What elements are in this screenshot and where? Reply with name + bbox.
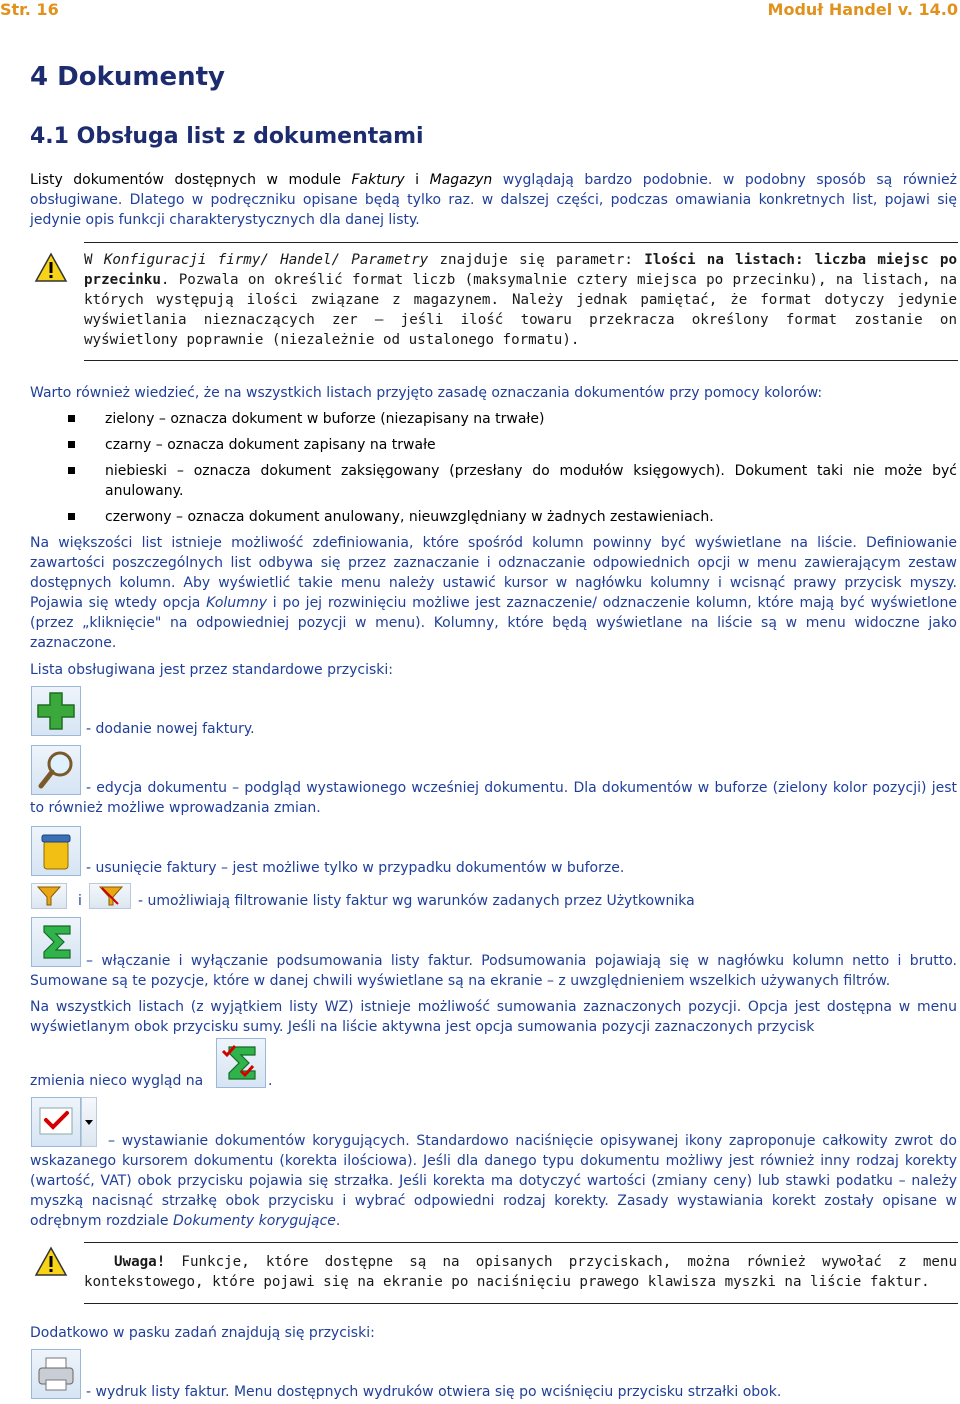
colors-intro: Warto również wiedzieć, że na wszystkich listach przyjęto zasadę oznaczania dokumentów przy pomocy kolorów: (30, 385, 823, 401)
correction-chapter-ref[interactable]: Dokumenty korygujące (172, 1213, 336, 1229)
printer-icon (32, 1350, 80, 1398)
print-button[interactable] (31, 1349, 81, 1399)
chapter-heading: 4 Dokumenty (30, 62, 225, 92)
warning-icon (34, 1246, 68, 1278)
sum-selected-text: zmienia nieco wygląd na (30, 1073, 204, 1089)
edit-description: - edycja dokumentu – podgląd wystawionego wcześniej dokumentu. Dla dokumentów w buforze (zielony kolor pozycji) jest to również możliwe wprowadzania zmian. (30, 780, 957, 816)
note2-body: Funkcje, które dostępne są na opisanych przyciskach, można również wywołać z menu kontekstowego, które pojawi się na ekranie po naciśnięciu prawego klawisza myszki na liście faktur. (84, 1254, 957, 1290)
columns-text: Na większości list istnieje możliwość zdefiniowania, które spośród kolumn powinny być wyświetlane na liście. Definiowanie zawartości poszczególnych list odbywa się przez zaznaczanie i odznaczanie odpowiednich opcji w menu zawierającym zestaw dostępnych kolumn. Aby wyświetlić takie menu należy ustawić kursor w nagłówku kolumny i wcisnąć prawy przycisk myszy. Pojawia się wtedy opcja (30, 535, 957, 611)
note2-top-rule (84, 1242, 958, 1243)
note2-bottom-rule (84, 1303, 958, 1304)
intro-paragraph (30, 170, 957, 230)
sigma-selected-icon (217, 1039, 265, 1087)
note1-rest: . Pozwala on określić format liczb (maksymalnie cztery miejsca po przecinku), na listach, na których występują ilości związane z magazynem. Należy jednak pamiętać, że format dotyczy jedynie wyświetlania nieznaczących zer – jeśli ilość towaru przekracza określony format zostanie on wyświetlony poprawnie (niezależnie od ustalonego formatu). (84, 272, 957, 348)
columns-rest: i po jej rozwinięciu możliwe jest zaznaczenie/ odznaczenie kolumn, które mają być wyświetlone (przez „kliknięcie" na odpowiedniej pozycji w menu). Kolumny, które będą wyświetlane na liście są w menu widoczne jako zaznaczone. (30, 595, 957, 651)
intro-text: Listy dokumentów dostępnych w module (30, 172, 352, 188)
note1-param: Ilości na listach: liczba miejsc po przecinku (84, 252, 957, 288)
filter-conjunction: i (78, 893, 82, 909)
delete-description: - usunięcie faktury – jest możliwe tylko w przypadku dokumentów w buforze. (86, 860, 625, 876)
module-version: Moduł Handel v. 14.0 (767, 0, 958, 19)
note1-top-rule (84, 242, 958, 243)
note1-text (84, 250, 957, 350)
list-item: niebieski – oznacza dokument zaksięgowany (przesłany do modułów księgowych). Dokument taki nie może być anulowany. (30, 461, 957, 501)
trash-icon (32, 827, 80, 875)
list-item: czerwony – oznacza dokument anulowany, nieuwzględniany w żadnych zestawieniach. (30, 507, 957, 527)
filter-icon (32, 884, 66, 908)
add-description: - dodanie nowej faktury. (86, 721, 255, 737)
note1-mid: znajduje się parametr: (428, 252, 645, 268)
columns-kolumny: Kolumny (206, 595, 267, 611)
taskbar-intro: Dodatkowo w pasku zadań znajdują się przyciski: (30, 1325, 375, 1341)
intro-and: i (404, 172, 430, 188)
sum-description: – włączanie i wyłączanie podsumowania listy faktur. Podsumowania pojawiają się w nagłówku kolumn netto i brutto. Sumowane są te pozycje, które w danej chwili wyświetlane są na ekranie – z uwzględnieniem wszelkich używanych filtrów. (30, 953, 957, 989)
filter-description: - umożliwiają filtrowanie listy faktur wg warunków zadanych przez Użytkownika (138, 893, 695, 909)
sum-selected-period: . (268, 1073, 273, 1089)
page-number: Str. 16 (0, 0, 59, 19)
sum-selected-paragraph: Na wszystkich listach (z wyjątkiem listy WZ) istnieje możliwość sumowania zaznaczonych pozycji. Opcja jest dostępna w menu wyświetlanym obok przycisku sumy. Jeśli na liście aktywna jest opcja sumowania pozycji zaznaczonych przycisk (30, 999, 957, 1035)
warning-icon (34, 252, 68, 284)
buttons-intro: Lista obsługiwana jest przez standardowe przyciski: (30, 662, 393, 678)
filter-clear-button[interactable] (89, 883, 131, 909)
add-button[interactable] (31, 686, 81, 736)
note1-pre: W (84, 252, 104, 268)
correction-description (30, 1131, 957, 1231)
intro-rest: wyglądają bardzo podobnie. w podobny sposób są również obsługiwane. Dlatego w podręczniku opisane będą tylko raz. w dalszej części, podczas omawiania konkretnych list, pojawi się jedynie opis funkcji charakterystycznych dla danej listy. (30, 172, 957, 228)
plus-icon (32, 687, 80, 735)
intro-magazyn: Magazyn (429, 172, 493, 188)
intro-faktury: Faktury (351, 172, 405, 188)
filter-button[interactable] (31, 883, 67, 909)
sum-selected-button[interactable] (216, 1038, 266, 1088)
delete-button[interactable] (31, 826, 81, 876)
filter-clear-icon (90, 884, 130, 908)
correction-text: – wystawianie dokumentów korygujących. Standardowo naciśnięcie opisywanej ikony zaproponuje całkowity zwrot do wskazanego kursorem dokumentu (korekta ilościowa). Jeśli dla danego typu dokumentu możliwy jest również inny rodzaj korekty (wartość, VAT) obok przycisku pojawia się strzałka. Jeśli korekta ma dotyczyć wartości (zmiany ceny) lub stawki podatku – należy myszką nacisnąć strzałkę obok przycisku i wybrać odpowiedni rodzaj korekty. Zasady wystawiania korekt zostały opisane w odrębnym rozdziale (30, 1133, 957, 1229)
list-item: zielony – oznacza dokument w buforze (niezapisany na trwałe) (30, 409, 957, 429)
page-header (0, 0, 960, 22)
color-legend-list (30, 409, 957, 533)
note1-path: Konfiguracji firmy/ Handel/ Parametry (103, 252, 429, 268)
correction-period: . (335, 1213, 341, 1229)
note2-text (84, 1252, 957, 1292)
note2-label: Uwaga! (114, 1254, 166, 1270)
list-item: czarny – oznacza dokument zapisany na trwałe (30, 435, 957, 455)
print-description: - wydruk listy faktur. Menu dostępnych wydruków otwiera się po wciśnięciu przycisku strzałki obok. (86, 1384, 782, 1400)
note1-bottom-rule (84, 360, 958, 361)
columns-paragraph (30, 533, 957, 653)
section-heading: 4.1 Obsługa list z dokumentami (30, 124, 424, 149)
